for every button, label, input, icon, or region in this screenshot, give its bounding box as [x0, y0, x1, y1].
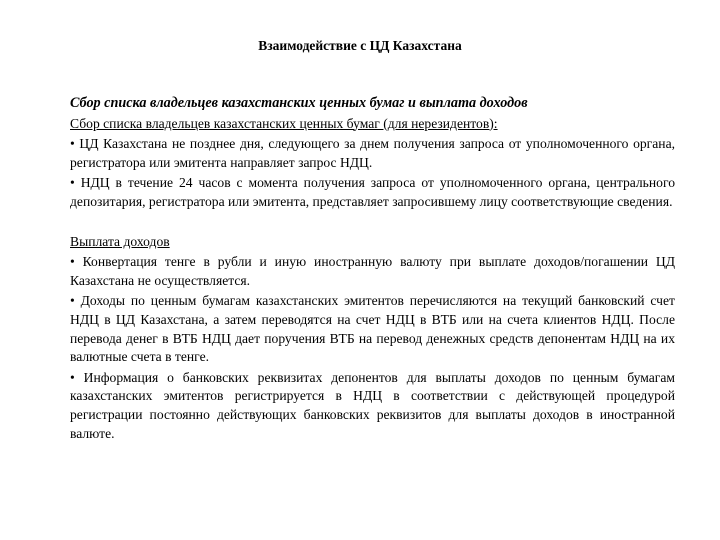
bullet-item: • Информация о банковских реквизитах депонентов для выплаты доходов по ценным бумагам казахстанских эмитентов регистрируется в НДЦ в соответствии с действующей процедурой регистрации постоянно действующих банковских реквизитов для выплаты доходов в иностранной валюте. [70, 369, 675, 441]
bullet-item: • Конвертация тенге в рубли и иную иностранную валюту при выплате доходов/погашении ЦД Казахстана не осуществляется. [70, 254, 675, 288]
subheading-income-payment: Выплата доходов [70, 233, 170, 249]
spacer [70, 214, 675, 233]
bullet-item: • НДЦ в течение 24 часов с момента получения запроса от уполномоченного органа, центрального депозитария, регистратора или эмитента, представляет запросившему лицу соответствующие сведения. [70, 175, 675, 209]
content-body [70, 94, 675, 445]
subheading-owner-list: Сбор списка владельцев казахстанских ценных бумаг (для нерезидентов): [70, 115, 498, 131]
bullet-item: • Доходы по ценным бумагам казахстанских эмитентов перечисляются на текущий банковский счет НДЦ в ЦД Казахстана, а затем переводятся на счет НДЦ в ВТБ или на счета клиентов НДЦ. После перевода денег в ВТБ НДЦ дает поручения ВТБ на перевод денежных средств депонентам НДЦ на их валютные счета в тенге. [70, 293, 675, 365]
section-heading: Сбор списка владельцев казахстанских ценных бумаг и выплата доходов [70, 95, 528, 111]
bullet-item: • ЦД Казахстана не позднее дня, следующего за днем получения запроса от уполномоченного органа, регистратора или эмитента направляет запрос НДЦ. [70, 136, 675, 170]
page-title: Взаимодействие с ЦД Казахстана [258, 38, 462, 53]
